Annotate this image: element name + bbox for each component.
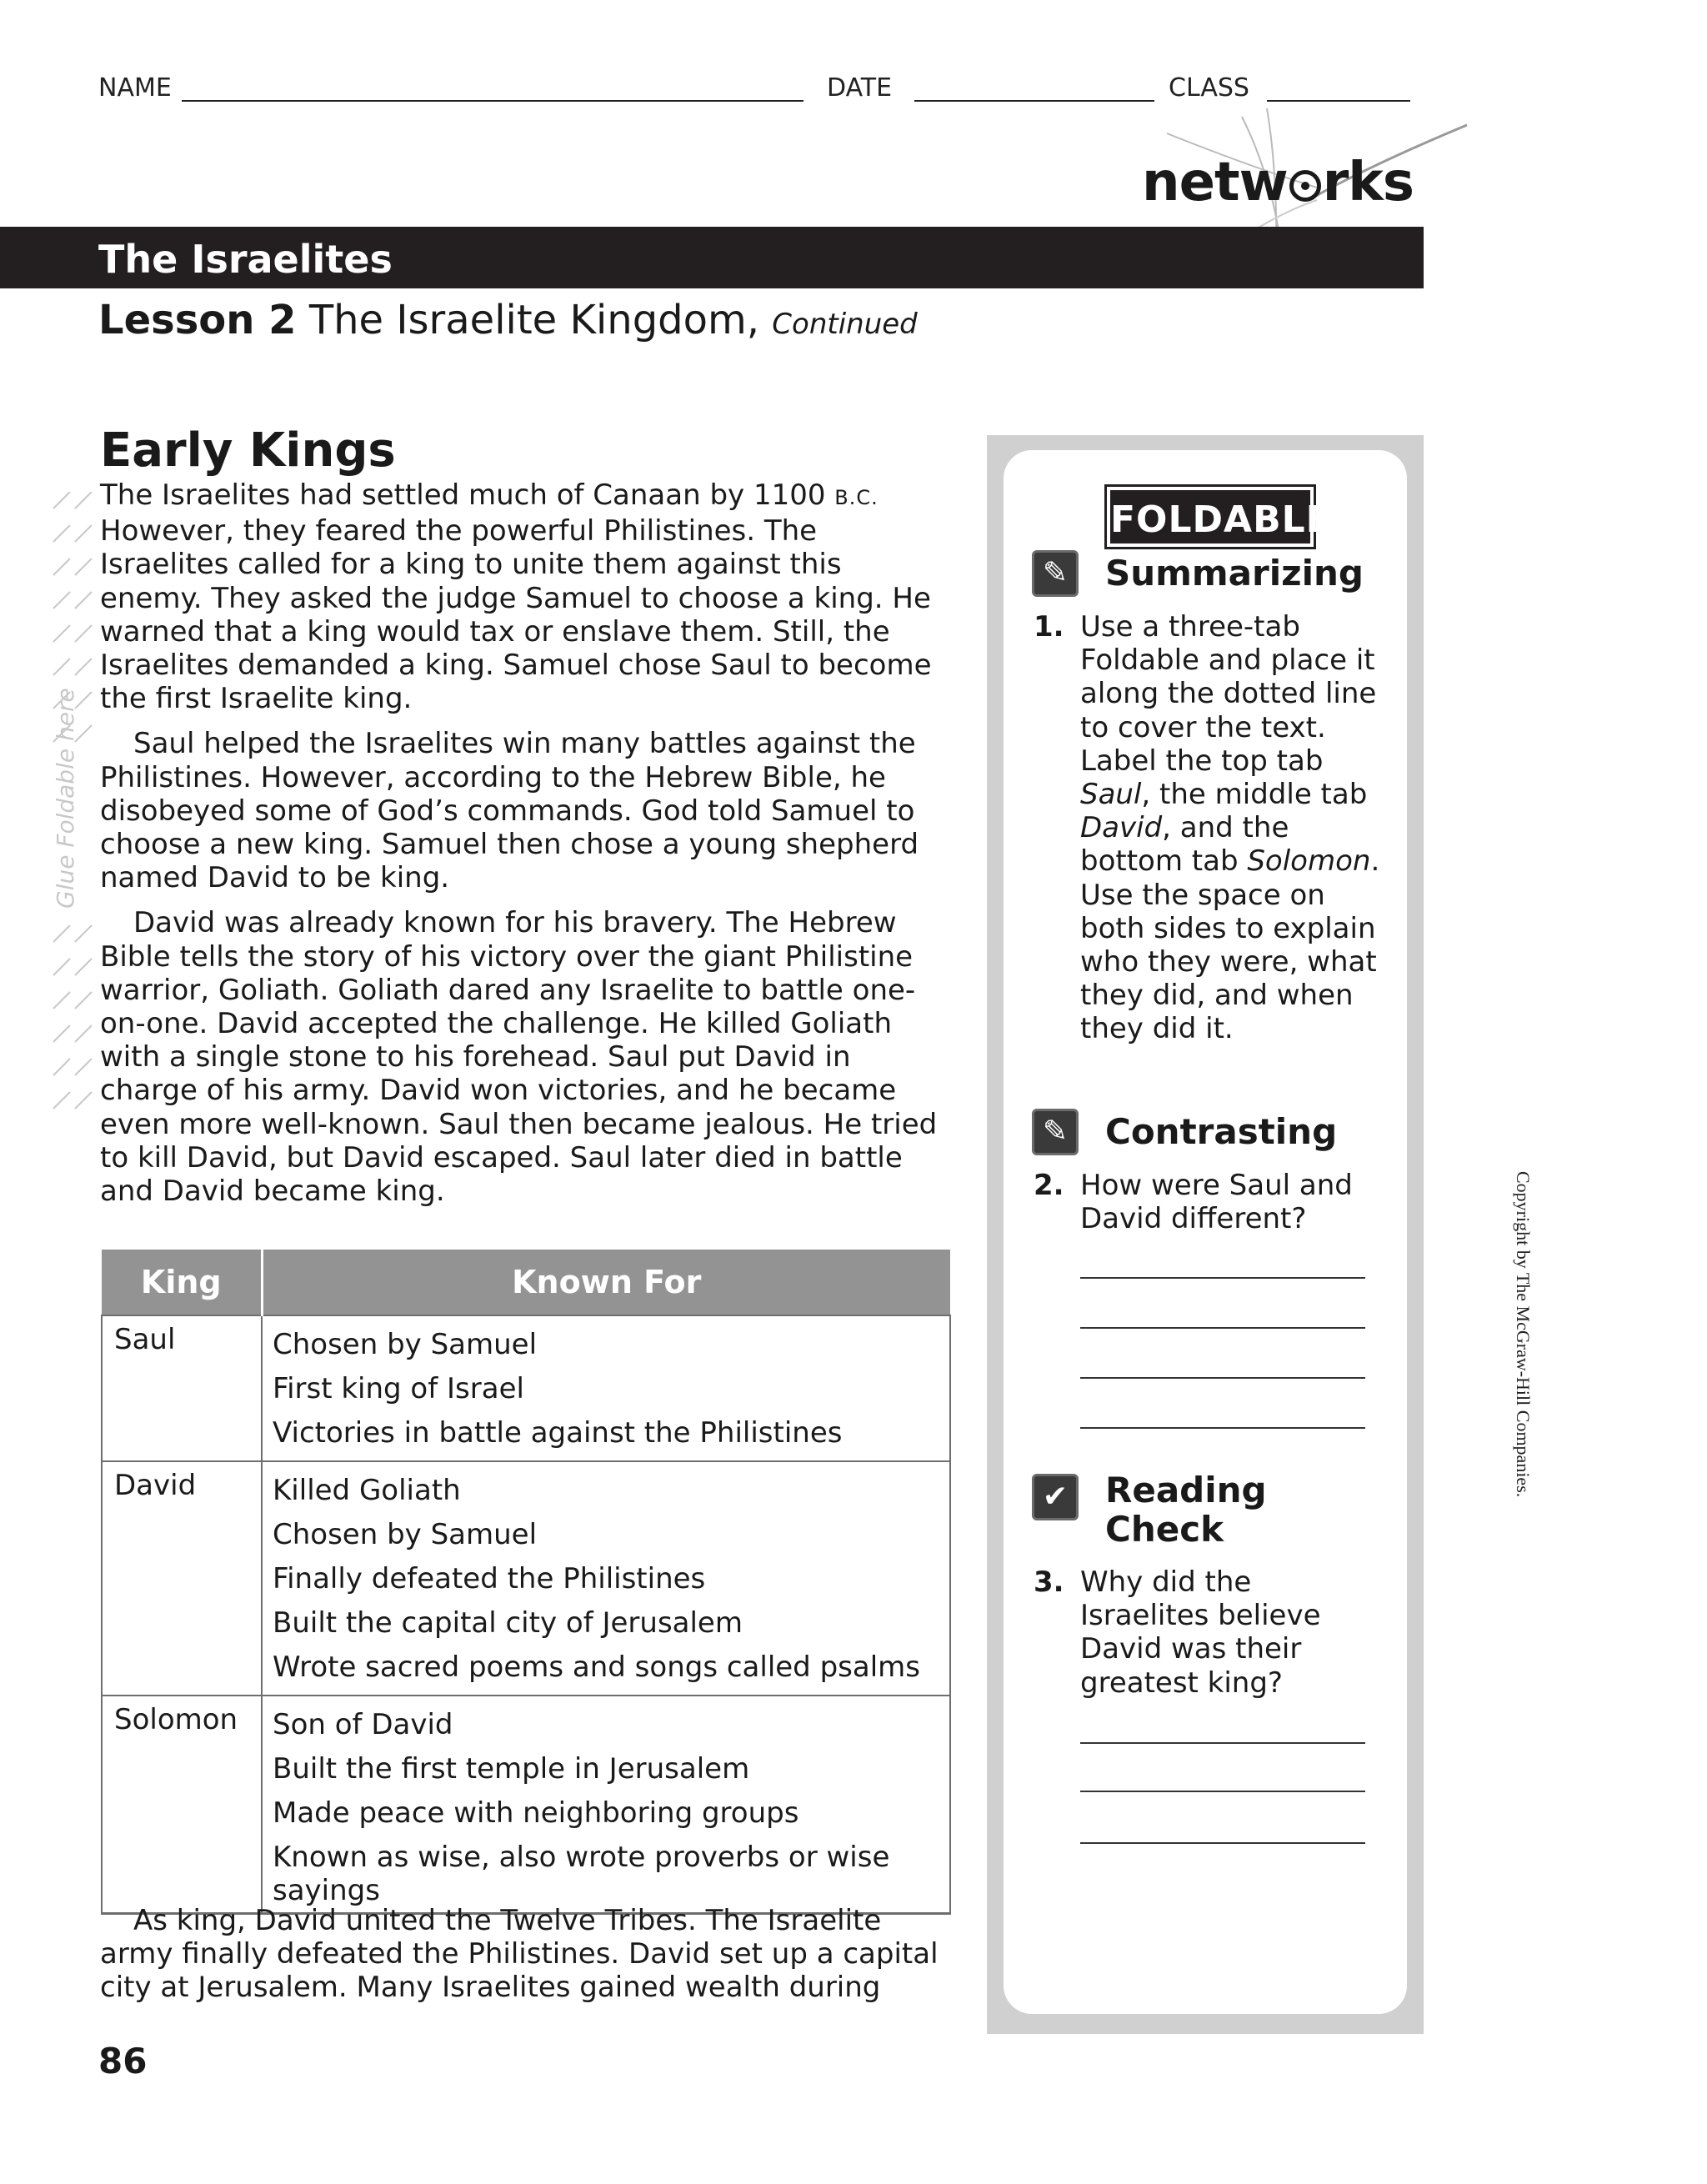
list-item: Chosen by Samuel bbox=[273, 1518, 538, 1551]
list-item: Known as wise, also wrote proverbs or wise sayings bbox=[273, 1841, 890, 1907]
glue-foldable-label: Glue Foldable here bbox=[52, 688, 79, 909]
list-item: Son of David bbox=[273, 1708, 453, 1741]
name-field[interactable] bbox=[182, 100, 803, 102]
date-field[interactable] bbox=[914, 100, 1154, 102]
section-title: Early Kings bbox=[100, 423, 396, 478]
question-3: 3. Why did the Israelites believe David was their greatest king? bbox=[1034, 1565, 1321, 1700]
paragraph-4: As king, David united the Twelve Tribes. The Israelite army finally defeated the Philistines. David set up a capital city at Jerusalem. Many Israelites gained wealth during bbox=[100, 1904, 939, 2005]
kings-table bbox=[101, 1250, 951, 1915]
list-item: Built the capital city of Jerusalem bbox=[273, 1606, 743, 1640]
class-field[interactable] bbox=[1267, 100, 1410, 102]
known-for-cell bbox=[262, 1696, 950, 1914]
summarizing-icon: ✎ bbox=[1032, 550, 1079, 597]
king-cell: David bbox=[102, 1461, 262, 1696]
known-for-cell bbox=[262, 1315, 950, 1461]
list-item: Wrote sacred poems and songs called psalms bbox=[273, 1651, 920, 1684]
list-item: Victories in battle against the Philistines bbox=[273, 1416, 843, 1450]
paragraph-3: David was already known for his bravery. The Hebrew Bible tells the story of his victory over the giant Philistine warrior, Goliath. Goliath dared any Israelite to battle one-on-one. David accepted the challenge. He killed Goliath with a single stone to his forehead. Saul put David in charge of his army. David won victories, and he became even more well-known. Saul then became jealous. He tried to kill David, but David escaped. Saul later died in battle and David became king. bbox=[100, 906, 938, 1209]
continued-label: Continued bbox=[772, 308, 918, 341]
answer-line[interactable] bbox=[1080, 1327, 1365, 1329]
list-item: Killed Goliath bbox=[273, 1474, 461, 1507]
copyright-notice: Copyright by The McGraw-Hill Companies. bbox=[1513, 1171, 1534, 1498]
list-item: Chosen by Samuel bbox=[273, 1328, 538, 1361]
header-known-for: Known For bbox=[262, 1250, 950, 1315]
class-label: CLASS bbox=[1169, 73, 1249, 103]
list-item: Finally defeated the Philistines bbox=[273, 1562, 706, 1595]
answer-line[interactable] bbox=[1080, 1742, 1365, 1744]
networks-logo: netw rks bbox=[1142, 152, 1414, 213]
body-text-lower bbox=[100, 1904, 950, 2005]
summarizing-heading: Summarizing bbox=[1105, 553, 1364, 594]
answer-line[interactable] bbox=[1080, 1277, 1365, 1279]
king-cell: Solomon bbox=[102, 1696, 262, 1914]
reading-check-heading: Reading Check bbox=[1105, 1470, 1267, 1550]
question-number: 3. bbox=[1034, 1565, 1064, 1599]
lesson-title: The Israelite Kingdom, bbox=[308, 297, 760, 343]
list-item: Made peace with neighboring groups bbox=[273, 1796, 799, 1830]
page-number: 86 bbox=[98, 2041, 148, 2081]
question-number: 2. bbox=[1034, 1169, 1064, 1202]
name-label: NAME bbox=[98, 73, 172, 103]
contrasting-heading: Contrasting bbox=[1105, 1111, 1338, 1152]
lesson-heading bbox=[98, 297, 918, 343]
date-label: DATE bbox=[827, 73, 893, 103]
known-for-cell bbox=[262, 1461, 950, 1696]
checkmark-icon: ✔ bbox=[1032, 1474, 1079, 1520]
answer-line[interactable] bbox=[1080, 1427, 1365, 1429]
title-bar bbox=[0, 227, 1424, 288]
list-item: Built the first temple in Jerusalem bbox=[273, 1752, 750, 1786]
paragraph-2: Saul helped the Israelites win many battles against the Philistines. However, according to the Hebrew Bible, he disobeyed some of God’s commands. God told Samuel to choose a new king. Samuel then chose a young shepherd named David to be king. bbox=[100, 727, 919, 895]
table-row bbox=[102, 1315, 950, 1461]
paragraph-1: The Israelites had settled much of Canaan by 1100 B.C. However, they feared the powerful Philistines. The Israelites called for a king to unite them against this enemy. They asked the judge Samuel to choose a king. He warned that a king would tax or enslave them. Still, the Israelites demanded a king. Samuel chose Saul to become the first Israelite king. bbox=[100, 478, 932, 716]
question-number: 1. bbox=[1034, 610, 1064, 644]
table-row bbox=[102, 1461, 950, 1696]
body-text-upper bbox=[100, 478, 950, 1208]
answer-line[interactable] bbox=[1080, 1791, 1365, 1792]
table-row bbox=[102, 1696, 950, 1914]
answer-line[interactable] bbox=[1080, 1842, 1365, 1844]
question-2: 2. How were Saul and David different? bbox=[1034, 1169, 1353, 1236]
foldables-logo: FOLDABLES bbox=[1107, 487, 1314, 547]
contrasting-icon: ✎ bbox=[1032, 1109, 1079, 1155]
lesson-number: Lesson 2 bbox=[98, 297, 297, 343]
chapter-title: The Israelites bbox=[98, 237, 393, 282]
question-1: 1. Use a three-tab Foldable and place it along the dotted line to cover the text. Label the top tab Saul, the middle tab David, and the bottom tab Solomon. Use the space on both sides to explain who they were, what they did, and when they did it. bbox=[1034, 610, 1380, 1046]
king-cell: Saul bbox=[102, 1315, 262, 1461]
answer-line[interactable] bbox=[1080, 1377, 1365, 1379]
header-king: King bbox=[102, 1250, 262, 1315]
list-item: First king of Israel bbox=[273, 1372, 524, 1405]
logo-o-icon bbox=[1289, 170, 1321, 202]
